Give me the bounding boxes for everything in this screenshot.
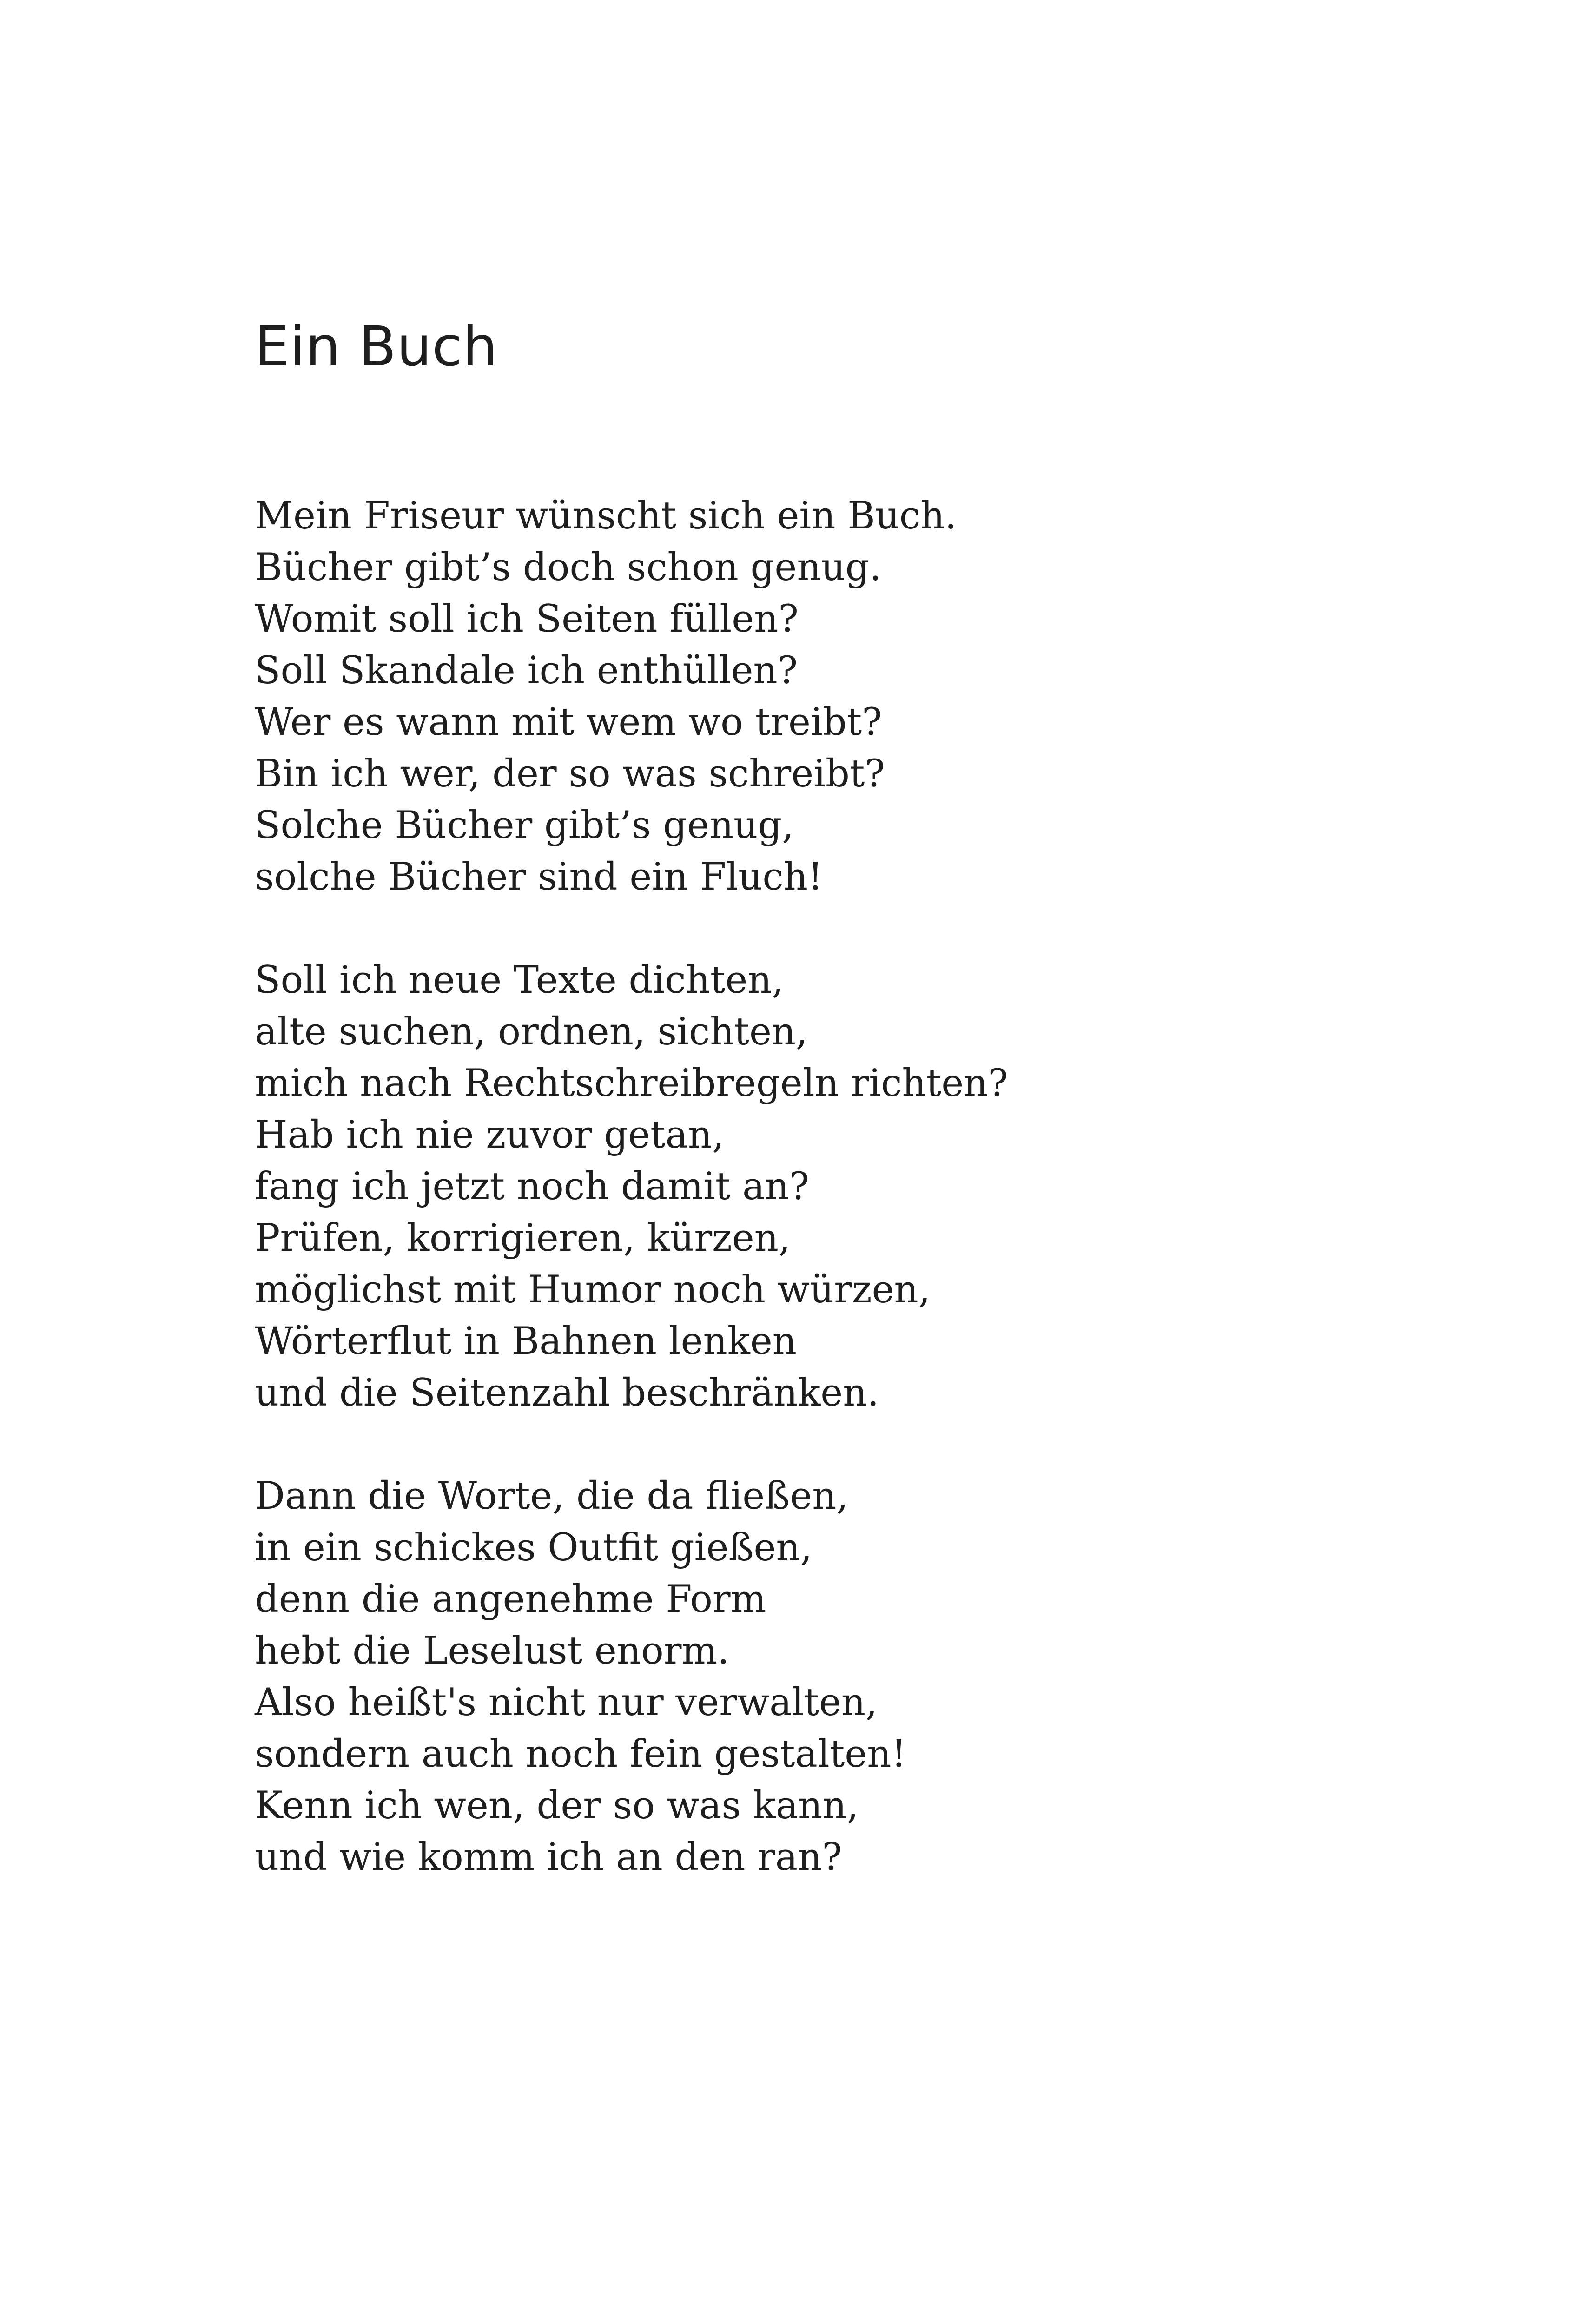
poem-line: Womit soll ich Seiten füllen?: [255, 597, 799, 641]
poem-line: hebt die Leselust enorm.: [255, 1629, 730, 1673]
poem-line: solche Bücher sind ein Fluch!: [255, 855, 823, 899]
poem-line: möglichst mit Humor noch würzen,: [255, 1268, 931, 1312]
stanza-2: [255, 955, 1417, 1419]
poem-line: mich nach Rechtschreibregeln richten?: [255, 1062, 1008, 1105]
poem-line: und die Seitenzahl beschränken.: [255, 1371, 879, 1415]
poem-line: sondern auch noch fein gestalten!: [255, 1732, 906, 1776]
poem-line: Wörterflut in Bahnen lenken: [255, 1320, 797, 1363]
poem-line: Prüfen, korrigieren, kürzen,: [255, 1216, 791, 1260]
poem-line: Also heißt's nicht nur verwalten,: [255, 1681, 878, 1724]
poem-line: Bin ich wer, der so was schreibt?: [255, 752, 885, 796]
poem-line: Dann die Worte, die da fließen,: [255, 1474, 849, 1518]
poem-line: Bücher gibt’s doch schon genug.: [255, 546, 882, 589]
poem-line: Soll ich neue Texte dichten,: [255, 958, 784, 1002]
poem-line: in ein schickes Outfit gießen,: [255, 1526, 813, 1570]
poem-line: alte suchen, ordnen, sichten,: [255, 1010, 808, 1054]
poem-line: und wie komm ich an den ran?: [255, 1835, 842, 1879]
poem-title: Ein Buch: [255, 314, 498, 378]
poem-body: [255, 490, 1417, 1935]
poem-line: denn die angenehme Form: [255, 1578, 766, 1621]
poem-line: Soll Skandale ich enthüllen?: [255, 649, 798, 693]
poem-line: Kenn ich wen, der so was kann,: [255, 1784, 859, 1828]
poem-line: Mein Friseur wünscht sich ein Buch.: [255, 494, 957, 538]
poem-line: Wer es wann mit wem wo treibt?: [255, 700, 882, 744]
poem-line: fang ich jetzt noch damit an?: [255, 1165, 810, 1208]
stanza-1: [255, 490, 1417, 903]
poem-line: Hab ich nie zuvor getan,: [255, 1113, 724, 1157]
poem-line: Solche Bücher gibt’s genug,: [255, 804, 794, 847]
stanza-3: [255, 1471, 1417, 1883]
